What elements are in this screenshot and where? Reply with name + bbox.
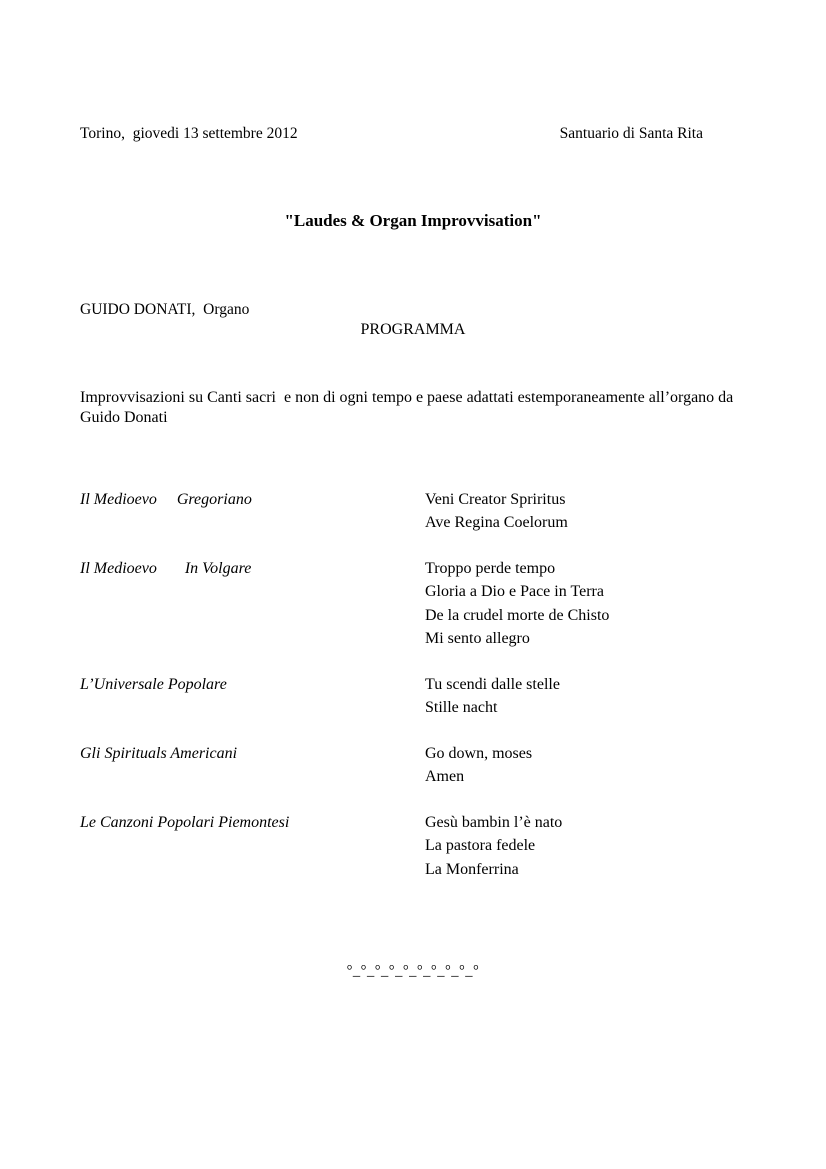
program-section	[80, 673, 766, 720]
piece-title: Amen	[425, 768, 465, 786]
piece-title: De la crudel morte de Chisto	[425, 606, 610, 624]
section-category: L’Universale Popolare	[80, 675, 227, 693]
program-section	[80, 557, 766, 650]
document-header	[80, 125, 703, 143]
decorative-separator: °_°_°_°_°_°_°_°_°_°	[346, 963, 480, 979]
section-category: Il Medioevo Gregoriano	[80, 491, 252, 508]
document-title: "Laudes & Organ Improvvisation"	[284, 211, 542, 230]
piece-title: La Monferrina	[425, 860, 519, 878]
piece-title: Veni Creator Spriritus	[425, 491, 566, 508]
piece-title: Troppo perde tempo	[425, 560, 556, 578]
piece-title: Stille nacht	[425, 699, 498, 717]
section-pieces	[425, 488, 568, 535]
piece-title: Ave Regina Coelorum	[425, 514, 568, 532]
section-pieces	[425, 742, 532, 789]
section-category: Le Canzoni Popolari Piemontesi	[80, 813, 290, 831]
piece-title: Mi sento allegro	[425, 629, 530, 647]
program-section	[80, 742, 766, 789]
section-pieces	[425, 557, 609, 650]
date-line: Torino, giovedi 13 settembre 2012	[80, 125, 298, 142]
piece-title: Tu scendi dalle stelle	[425, 675, 560, 693]
piece-title: Gloria a Dio e Pace in Terra	[425, 583, 604, 601]
program-list	[80, 488, 766, 903]
section-pieces	[425, 673, 560, 720]
piece-title: Gesù bambin l’è nato	[425, 813, 563, 831]
intro-paragraph: Improvvisazioni su Canti sacri e non di ogni tempo e paese adattati estemporaneamente all’organo da Guido Donati	[80, 389, 738, 426]
program-heading: PROGRAMMA	[360, 321, 466, 338]
section-category: Gli Spirituals Americani	[80, 744, 238, 762]
section-category: Il Medioevo In Volgare	[80, 560, 252, 578]
venue-line: Santuario di Santa Rita	[559, 125, 703, 142]
performer-line: GUIDO DONATI, Organo	[80, 301, 250, 318]
piece-title: Go down, moses	[425, 744, 533, 762]
section-pieces	[425, 811, 562, 881]
program-section	[80, 488, 766, 535]
piece-title: La pastora fedele	[425, 837, 536, 855]
program-section	[80, 811, 766, 881]
